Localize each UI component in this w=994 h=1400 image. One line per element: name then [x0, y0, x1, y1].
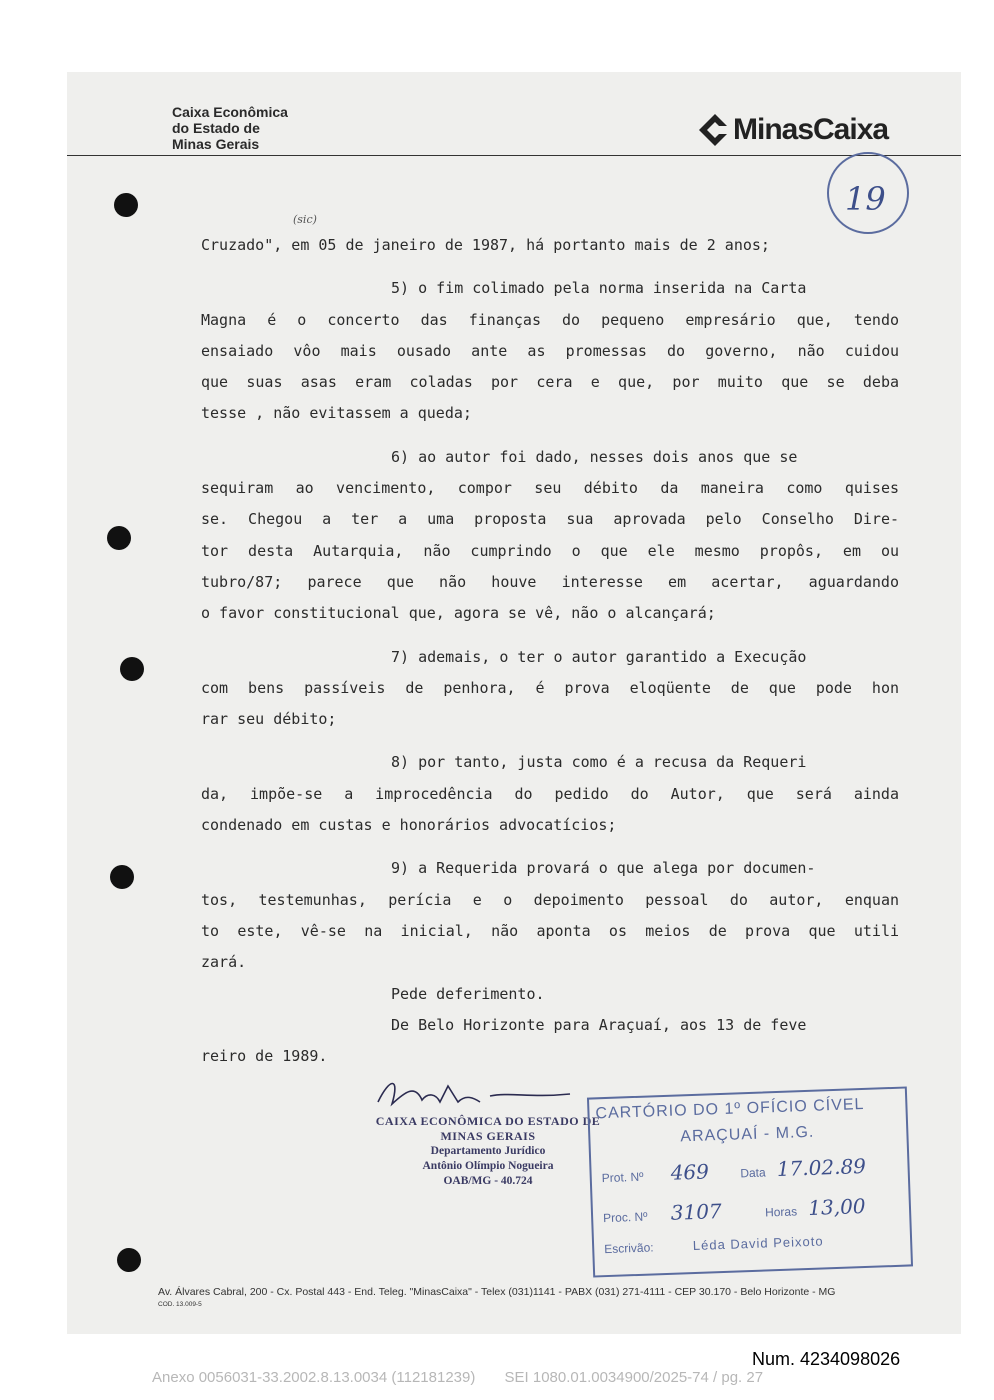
- body-line: 9) a Requerida provará o que alega por documen-: [391, 859, 816, 878]
- seal-number: 19: [845, 180, 886, 218]
- body-line: 8) por tanto, justa como é a recusa da Requeri: [391, 753, 807, 772]
- body-line: que suas asas eram coladas por cera e que, por muito que se deba: [201, 373, 899, 392]
- issuer-line-3: Minas Gerais: [172, 136, 260, 152]
- issuer-line-1: Caixa Econômica: [172, 104, 288, 120]
- signature-dept: Departamento Jurídico: [430, 1145, 546, 1157]
- body-line: to este, vê-se na inicial, não aponta os meios de prova que utili: [201, 921, 899, 940]
- issuer-line-2: do Estado de: [172, 120, 260, 136]
- sic-annotation: (sic): [293, 213, 317, 226]
- body-line: Magna é o concerto das finanças do pequeno empresário que, tendo: [201, 310, 899, 329]
- issuer-name: [172, 104, 288, 152]
- stamp-prot-label: Prot. Nº: [601, 1169, 644, 1186]
- body-line: 6) ao autor foi dado, nesses dois anos que se: [391, 447, 798, 466]
- stamp-row-proc: [603, 1194, 866, 1227]
- stamp-proc-value: 3107: [670, 1199, 723, 1225]
- body-line: rar seu débito;: [201, 710, 337, 729]
- signature-name: Antônio Olímpio Nogueira: [422, 1160, 554, 1172]
- stamp-row-prot: [601, 1154, 866, 1187]
- stamp-title: CARTÓRIO DO 1º OFÍCIO CÍVEL: [595, 1095, 865, 1123]
- body-line: da, impõe-se a improcedência do pedido do Autor, que será ainda: [201, 784, 899, 803]
- footer-address: Av. Álvares Cabral, 200 - Cx. Postal 443 - End. Teleg. "MinasCaixa" - Telex (031)1141 - PABX (031) 271-4111 - CEP 30.170 - Belo Horizonte - MG: [158, 1286, 836, 1298]
- body-line: tesse , não evitassem a queda;: [201, 404, 472, 423]
- stamp-escrivao-label: Escrivão:: [604, 1240, 654, 1257]
- logo-text: MinasCaixa: [733, 113, 889, 146]
- body-line: sequiram ao vencimento, compor seu débito da maneira como quises: [201, 479, 899, 498]
- body-line: condenado em custas e honorários advocatícios;: [201, 816, 617, 835]
- body-line: tor desta Autarquia, não cumprindo o que ele mesmo propôs, em ou: [201, 541, 899, 560]
- body-line: tos, testemunhas, perícia e o depoimento pessoal do autor, enquan: [201, 890, 899, 909]
- punch-hole: [120, 657, 144, 681]
- stamp-escrivao-name: Léda David Peixoto: [692, 1233, 824, 1254]
- document-number: Num. 4234098026: [752, 1349, 901, 1369]
- closing-line: reiro de 1989.: [201, 1047, 328, 1066]
- stamp-prot-value: 469: [670, 1159, 710, 1185]
- annex-reference: Anexo 0056031-33.2002.8.13.0034 (112181239) SEI 1080.01.0034900/2025-74 / pg. 27: [152, 1369, 764, 1386]
- stamp-row-escrivao: [604, 1233, 824, 1256]
- body-line: zará.: [201, 953, 247, 972]
- signature-oab: OAB/MG - 40.724: [443, 1175, 533, 1187]
- body-line: com bens passíveis de penhora, é prova eloqüente de que pode hon: [201, 678, 899, 697]
- stamp-proc-label: Proc. Nº: [602, 1209, 648, 1226]
- stamp-horas-label: Horas: [764, 1204, 798, 1220]
- body-line: se. Chegou a ter a uma proposta sua aprovada pelo Conselho Dire-: [201, 510, 899, 529]
- body-line: 7) ademais, o ter o autor garantido a Execução: [391, 647, 807, 666]
- punch-hole: [114, 193, 138, 217]
- logo-mark-icon: [697, 112, 733, 148]
- footer-code: COD. 13.009-5: [158, 1301, 202, 1308]
- registry-stamp: [587, 1086, 913, 1277]
- minascaixa-logo: [697, 112, 888, 148]
- body-line: ensaiado vôo mais ousado ante as promessas do governo, não cuidou: [201, 341, 899, 360]
- signature-block: [372, 1114, 604, 1189]
- document-body: [201, 230, 899, 1072]
- closing-line: De Belo Horizonte para Araçuaí, aos 13 de feve: [391, 1015, 807, 1034]
- body-line: tubro/87; parece que não houve interesse em acertar, aguardando: [201, 572, 899, 591]
- stamp-data-label: Data: [740, 1165, 766, 1181]
- signature-org: CAIXA ECONÔMICA DO ESTADO DE MINAS GERAIS: [375, 1114, 601, 1143]
- body-line: 5) o fim colimado pela norma inserida na Carta: [391, 279, 807, 298]
- closing-line: Pede deferimento.: [391, 984, 545, 1003]
- header-rule: [67, 155, 961, 156]
- body-line: o favor constitucional que, agora se vê, não o alcançará;: [201, 604, 716, 623]
- punch-hole: [107, 526, 131, 550]
- punch-hole: [117, 1248, 141, 1272]
- stamp-city: ARAÇUAÍ - M.G.: [680, 1123, 815, 1146]
- body-line: Cruzado", em 05 de janeiro de 1987, há portanto mais de 2 anos;: [201, 236, 770, 254]
- stamp-horas-value: 13,00: [807, 1193, 866, 1220]
- stamp-data-value: 17.02.89: [776, 1153, 867, 1182]
- punch-hole: [110, 865, 134, 889]
